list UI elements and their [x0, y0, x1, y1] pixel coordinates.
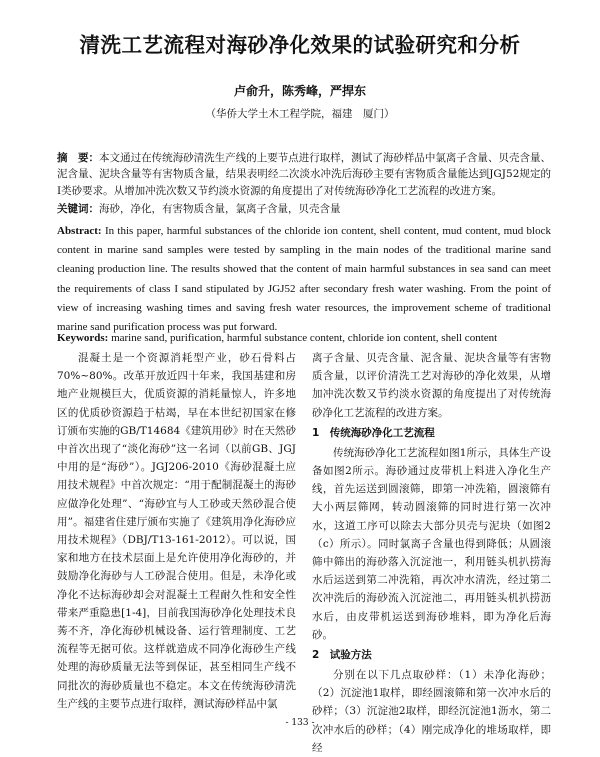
paper-title: 清洗工艺流程对海砂净化效果的试验研究和分析 [79, 33, 521, 57]
keywords-en-text: marine sand, purification, harmful substance content, chloride ion content, shell content [108, 332, 498, 344]
abstract-en [57, 222, 551, 337]
intro-paragraph-continued: 离子含量、贝壳含量、泥含量、泥块含量等有害物质含量，以评价清洗工艺对海砂的净化效果，从增加冲洗次数又节约淡水资源的角度提出了对传统海砂净化工艺流程的改进方案。 [312, 352, 551, 419]
section-heading-2: 2 试验方法 [312, 649, 372, 662]
abstract-cn-text: 本文通过在传统海砂清洗生产线的上要节点进行取样，测试了海砂样品中氯离子含量、贝壳含量、泥含量、泥块含量等有害物质含量，结果表明经二次淡水冲洗后海砂主要有害物质含量能达到JGJ52规定的I类砂要求。从增加冲洗次数又节约淡水资源的角度提出了对传统海砂净化工艺流程的改进方案。 [57, 152, 552, 197]
abstract-en-label: Abstract: [57, 225, 102, 237]
keywords-cn-label: 关键词： [57, 203, 99, 215]
intro-paragraph: 混凝土是一个资源消耗型产业，砂石骨料占70%~80%。改革开放近四十年来，我国基建和房地产业规模巨大，优质资源的消耗量惊人，许多地区的优质砂资源趋于枯竭，早在本世纪初国家在修订颁布实施的GB/T14684《建筑用砂》时在天然砂中首次出现了“淡化海砂”这一名词（以前GB、JGJ中用的是“海砂”）。JGJ206-2010《海砂混凝土应用技术规程》中首次规定：“用于配制混凝土的海砂应做净化处理”、“海砂宜与人工砂或天然砂混合使用”。福建省住建厅颁布实施了《建筑用净化海砂应用技术规程》（DBJ/T13-161-2012）。可以说，国家和地方在技术层面上是允许使用净化海砂的，并鼓励净化海砂与人工砂混合使用。但是，未净化或净化不达标海砂却会对混凝土工程耐久性和安全性带来严重隐患[1-4]，目前我国海砂净化处理技术良莠不齐，净化海砂机械设备、运行管理制度、工艺流程等无据可依。这样就造成不同净化海砂生产线处理的海砂质量无法等到保证，甚至相同生产线不同批次的海砂质量也不稳定。本文在传统海砂清洗生产线的主要节点进行取样，测试海砂样品中氯 [57, 352, 296, 710]
keywords-cn [57, 201, 551, 217]
abstract-cn-label: 摘 要： [57, 152, 100, 164]
affiliation: （华侨大学土木工程学院，福建 厦门） [205, 108, 395, 120]
abstract-cn [57, 150, 551, 199]
keywords-en-label: Keywords: [57, 332, 109, 344]
section-heading-1: 1 传统海砂净化工艺流程 [312, 426, 435, 439]
section-1-paragraph: 传统海砂净化工艺流程如图1所示，具体生产设备如图2所示。海砂通过皮带机上料进入净化生产线，首先运送到圆滚筛，即第一冲洗箱，圆滚筛有大小两层筛网，转动圆滚筛的同时进行第一次冲水，这道工序可以除去大部分贝壳与泥块（如图2（c）所示）。同时氯离子含量也得到降低；从圆滚筛中筛出的海砂落入沉淀池一，利用链头机扒捞海水后运送到第二冲洗箱，再次冲水清洗，经过第二次冲洗后的海砂流入沉淀池二，再用链头机扒捞沥水后，由皮带机运送到海砂堆料，即为净化后海砂。 [312, 446, 551, 641]
abstract-en-text: In this paper, harmful substances of the chloride ion content, shell content, mud content, mud block content in marine sand samples were tested by sampling in the main nodes of the traditional marine sand cleaning production line. The results showed that the content of main harmful substances in sea sand can meet the requirements of class I sand stipulated by JGJ52 after secondary fresh water washing. From the point of view of increasing washing times and saving fresh water resources, the improvement scheme of traditional marine sand purification process was put forward. [57, 225, 551, 334]
body-column-right [312, 349, 551, 757]
keywords-en [57, 330, 551, 346]
authors: 卢俞升，陈秀峰，严捍东 [233, 84, 366, 98]
body-column-left [57, 349, 296, 713]
section-2-paragraph: 分别在以下几点取砂样：（1）未净化海砂；（2）沉淀池1取样，即经圆滚筛和第一次冲水后的砂样；（3）沉淀池2取样，即经沉淀池1沥水，第二次冲水后的砂样；（4）刚完成净化的堆场取样，即经 [312, 669, 551, 754]
page-number: - 133 - [285, 718, 315, 728]
keywords-cn-text: 海砂，净化，有害物质含量，氯离子含量，贝壳含量 [99, 203, 341, 215]
